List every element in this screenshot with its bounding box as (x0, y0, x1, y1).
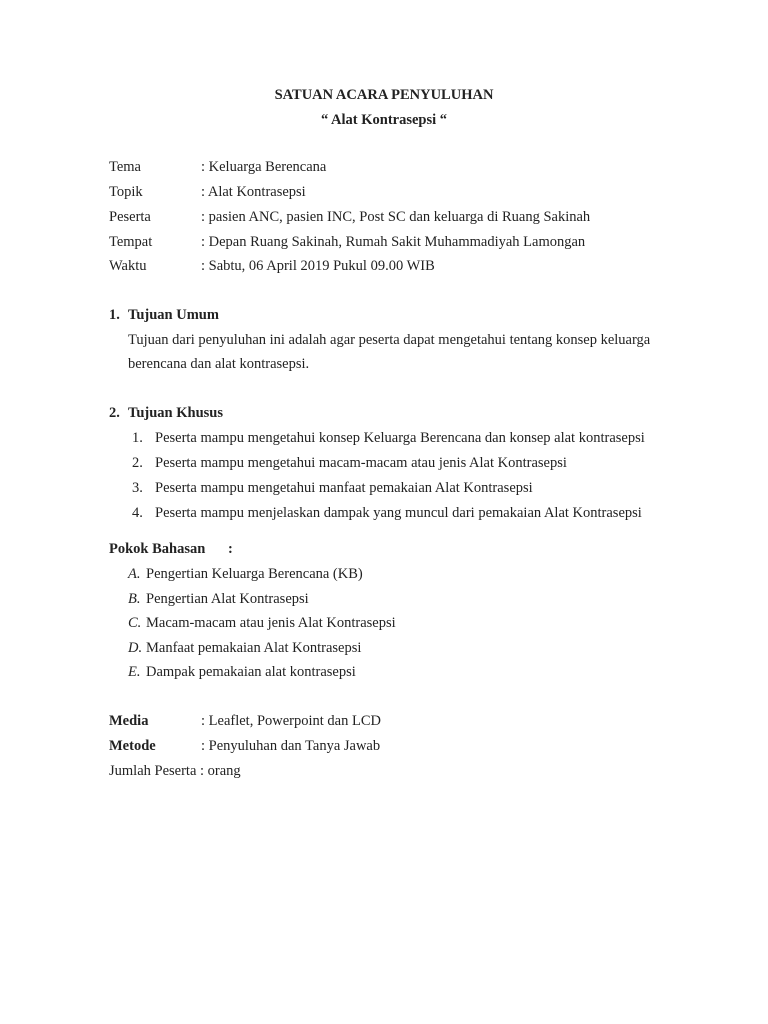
list-letter-text: C. (128, 615, 142, 631)
list-item: Pengertian Alat Kontrasepsi (146, 591, 309, 607)
media-label: Media (109, 713, 149, 729)
list-number: 3. (132, 480, 143, 496)
document-subtitle: “ Alat Kontrasepsi “ (320, 112, 448, 128)
list-item: Peserta mampu menjelaskan dampak yang muncul dari pemakaian Alat Kontrasepsi (155, 505, 642, 521)
info-value: : Sabtu, 06 April 2019 Pukul 09.00 WIB (201, 258, 435, 274)
metode-label: Metode (109, 738, 156, 754)
info-label: Tema (109, 159, 141, 175)
list-item: Manfaat pemakaian Alat Kontrasepsi (146, 640, 362, 656)
paragraph-line: berencana dan alat kontrasepsi. (128, 356, 310, 372)
info-label: Topik (109, 184, 143, 200)
jumlah-peserta: Jumlah Peserta : orang (109, 763, 241, 779)
section-number: 1. (109, 307, 120, 323)
list-item: Macam-macam atau jenis Alat Kontrasepsi (146, 615, 396, 631)
list-letter-text: A. (128, 566, 141, 582)
list-number: 4. (132, 505, 143, 521)
info-value: : Depan Ruang Sakinah, Rumah Sakit Muhammadiyah Lamongan (201, 234, 586, 250)
list-item: Peserta mampu mengetahui manfaat pemakaian Alat Kontrasepsi (155, 480, 533, 496)
list-number: 1. (132, 430, 143, 446)
list-letter (128, 565, 140, 583)
info-value: : Alat Kontrasepsi (201, 184, 306, 200)
list-letter (128, 639, 142, 657)
list-number: 2. (132, 455, 143, 471)
paragraph-line: Tujuan dari penyuluhan ini adalah agar peserta dapat mengetahui tentang konsep keluarga (128, 332, 651, 348)
metode-value: : Penyuluhan dan Tanya Jawab (201, 738, 381, 754)
section-heading: Tujuan Umum (128, 307, 219, 323)
list-letter (128, 590, 140, 608)
list-letter-text: D. (128, 640, 143, 656)
info-label: Tempat (109, 234, 153, 250)
list-letter-text: B. (128, 591, 141, 607)
info-value: : Keluarga Berencana (201, 159, 327, 175)
info-label: Waktu (109, 258, 147, 274)
list-item: Pengertian Keluarga Berencana (KB) (146, 566, 363, 582)
media-value: : Leaflet, Powerpoint dan LCD (201, 713, 381, 729)
list-letter-text: E. (128, 664, 141, 680)
heading-colon: : (228, 541, 233, 557)
section-number: 2. (109, 405, 120, 421)
section-heading: Pokok Bahasan (109, 541, 206, 557)
list-item: Peserta mampu mengetahui macam-macam atau jenis Alat Kontrasepsi (155, 455, 567, 471)
document-title: SATUAN ACARA PENYULUHAN (274, 87, 494, 103)
list-item: Peserta mampu mengetahui konsep Keluarga Berencana dan konsep alat kontrasepsi (155, 430, 645, 446)
info-label: Peserta (109, 209, 151, 225)
info-value: : pasien ANC, pasien INC, Post SC dan keluarga di Ruang Sakinah (201, 209, 591, 225)
list-letter (128, 663, 140, 681)
list-letter (128, 614, 141, 632)
list-item: Dampak pemakaian alat kontrasepsi (146, 664, 356, 680)
section-heading: Tujuan Khusus (128, 405, 223, 421)
